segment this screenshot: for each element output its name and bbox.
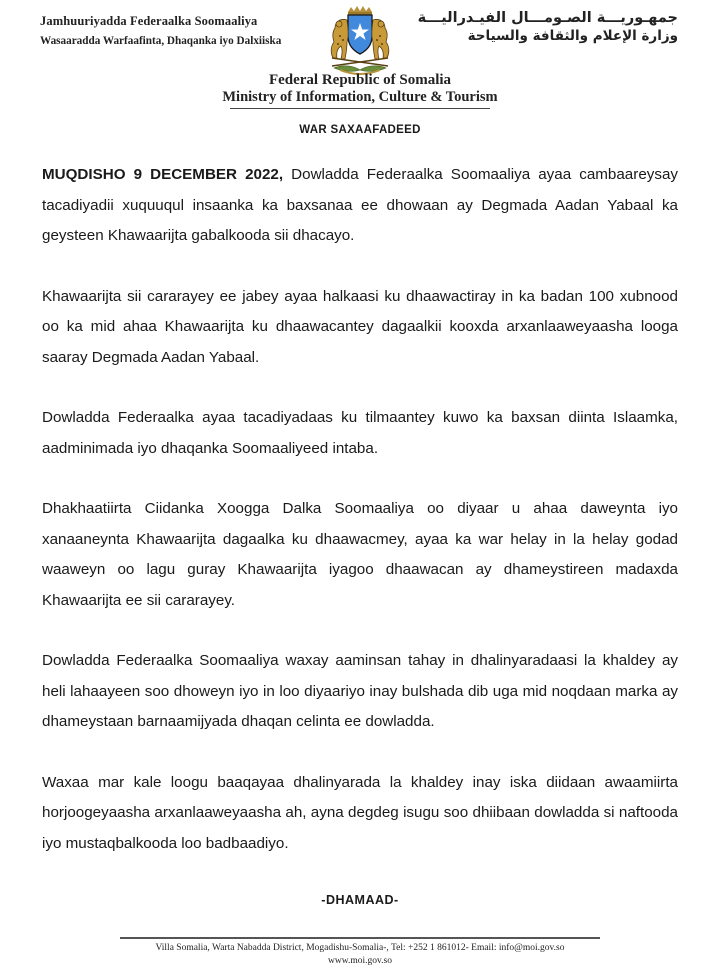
footer-website: www.moi.gov.so	[328, 956, 392, 966]
ministry-name-arabic: وزارة الإعلام والثقافة والسياحة	[467, 28, 678, 44]
republic-name-english: Federal Republic of Somalia	[268, 72, 452, 88]
signoff: -DHAMAAD-	[321, 893, 399, 907]
footer-contact: Villa Somalia, Warta Nabadda District, Mogadishu-Somalia-, Tel: +252 1 861012- Email: info@moi.gov.so	[155, 943, 565, 953]
paragraph-3: Dowladda Federaalka ayaa tacadiyadaas ku tilmaantey kuwo ka baxsan diinta Islaamka, aadminimada iyo dhaqanka Soomaaliyeed intaba.	[42, 409, 678, 457]
letterhead-left	[40, 14, 281, 47]
letterhead-right	[418, 10, 678, 44]
republic-name-somali: Jamhuuriyadda Federaalka Soomaaliya	[40, 14, 258, 28]
paragraph-2: Khawaarijta sii cararayey ee jabey ayaa halkaasi ku dhaawactiray in ka badan 100 xubnood oo ka mid ahaa Khawaarijta ku dhaawacantey dagaalkii kooxda arxanlaaweyaasha looga saaray Degmada Aadan Yabaal.	[42, 287, 678, 366]
letterhead-divider	[230, 108, 490, 109]
paragraph-1-text: Dowladda Federaalka Soomaaliya ayaa cambaareysay tacadiyadii xuquuqul insaanka ka baxsanaa ee dhowaan ay Degmada Aadan Yabaal ka geysteen Khawaarijta gabalkooda sii dhacayo.	[42, 166, 678, 244]
paragraph-4: Dhakhaatiirta Ciidanka Xoogga Dalka Soomaaliya oo diyaar u ahaa daweynta iyo xanaaneynta Khawaarijta dagaalka ku dhaawacmey, ayaa ka war helay in la helay godad waaweyn oo lagu guray Khawaarijta iyagoo dhaawacan ay dhameystireen madaxda Khawaarijta ee sii cararayey.	[42, 500, 678, 609]
letterhead	[0, 0, 720, 118]
paragraph-1	[42, 160, 678, 252]
ministry-name-somali: Wasaaradda Warfaafinta, Dhaqanka iyo Dalxiiska	[40, 35, 282, 47]
press-release-body	[42, 160, 678, 889]
footer	[0, 942, 720, 968]
dateline: MUQDISHO 9 DECEMBER 2022,	[42, 166, 284, 183]
document-heading: WAR SAXAAFADEED	[299, 124, 421, 136]
paragraph-5: Dowladda Federaalka Soomaaliya waxay aaminsan tahay in dhalinyaradaasi la khaldey ay heli lahaayeen soo dhoweyn iyo in loo diyaariyo inay bulshada dib uga mid noqdaan marka ay dhameystaan barnaamijyada dhaqan celinta ee dowladda.	[42, 652, 678, 730]
paragraph-6: Waxaa mar kale loogu baaqayaa dhalinyarada la khaldey inay iska diidaan awaamiirta horjoogeyaasha arxanlaaweyaasha ah, ayna degdeg isugu soo dhiibaan dowladda si naftooda iyo mustaqbalkooda loo badbaadiyo.	[42, 773, 678, 852]
republic-name-arabic: جمهـوريـــة الصـومـــال الفيـدراليـــة	[417, 10, 678, 26]
footer-divider	[120, 937, 600, 939]
ministry-name-english: Ministry of Information, Culture & Tourism	[222, 89, 498, 105]
letterhead-center	[0, 72, 720, 105]
somalia-coat-of-arms-icon	[318, 6, 402, 76]
